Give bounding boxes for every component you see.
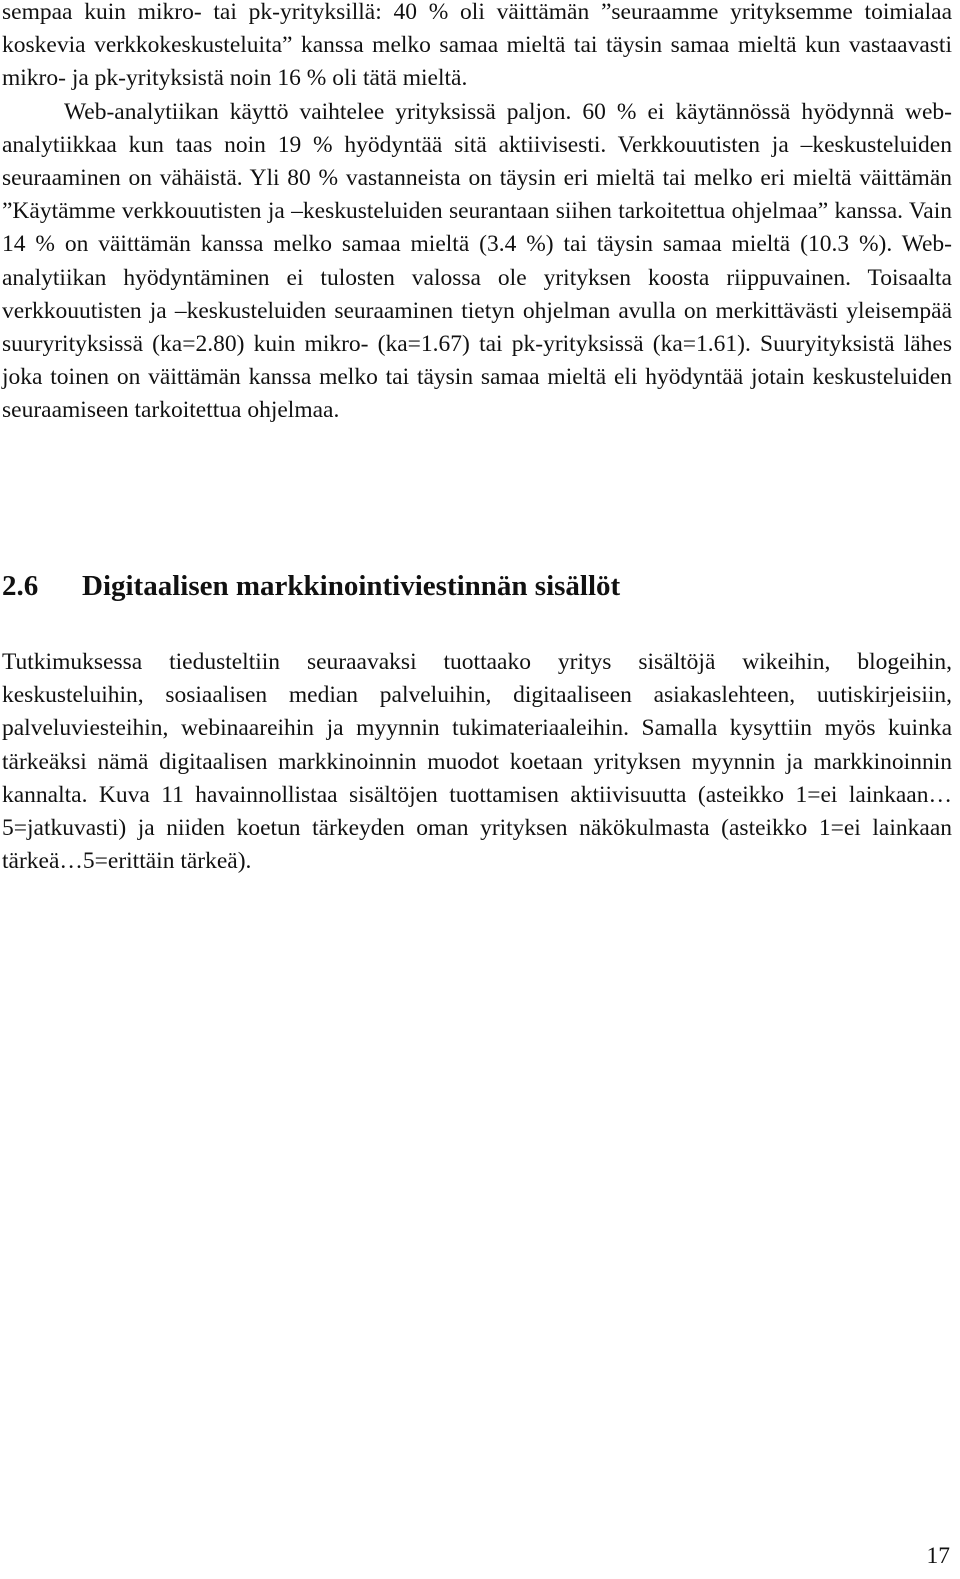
- section-heading: [2, 566, 620, 606]
- paragraph-web-analytics-text: Web-analytiikan käyttö vaihtelee yrityksissä paljon. 60 % ei käytännössä hyödynnä web-analytiikkaa kun taas noin 19 % hyödyntää sitä aktiivisesti. Verkkouutisten ja –keskusteluiden seuraaminen on vähäistä. Yli 80 % vastanneista on täysin eri mieltä tai melko eri mieltä väittämän ”Käytämme verkkouutisten ja –keskusteluiden seurantaan siihen tarkoitettua ohjelmaa” kanssa. Vain 14 % on väittämän kanssa melko samaa mieltä (3.4 %) tai täysin samaa mieltä (10.3 %). Web-analytiikan hyödyntäminen ei tulosten valossa ole yrityksen koosta riippuvainen. Toisaalta verkkouutisten ja –keskusteluiden seuraaminen tietyn ohjelman avulla on merkittävästi yleisempää suuryrityksissä (ka=2.80) kuin mikro- (ka=1.67) tai pk-yrityksissä (ka=1.61). Suuryityksistä lähes joka toinen on väittämän kanssa melko tai täysin samaa mieltä eli hyödyntää jotain keskusteluiden seuraamiseen tarkoitettua ohjelmaa.: [2, 98, 952, 424]
- body-text-bottom: [2, 646, 952, 878]
- paragraph-continuation: sempaa kuin mikro- tai pk-yrityksillä: 40 % oli väittämän ”seuraamme yrityksemme toimialaa koskevia verkkokeskusteluita” kanssa melko samaa mieltä tai täysin samaa mieltä kun vastaavasti mikro- ja pk-yrityksistä noin 16 % oli tätä mieltä.: [2, 0, 952, 92]
- body-text-top: [2, 0, 952, 428]
- paragraph-section-intro: Tutkimuksessa tiedusteltiin seuraavaksi tuottaako yritys sisältöjä wikeihin, blogeihin, keskusteluihin, sosiaalisen median palveluihin, digitaaliseen asiakaslehteen, uutiskirjeisiin, palveluviesteihin, webinaareihin ja myynnin tukimateriaaleihin. Samalla kysyttiin myös kuinka tärkeäksi nämä digitaalisen markkinoinnin muodot koetaan yrityksen myynnin ja markkinoinnin kannalta. Kuva 11 havainnollistaa sisältöjen tuottamisen aktiivisuutta (asteikko 1=ei lainkaan…5=jatkuvasti) ja niiden koetun tärkeyden oman yrityksen näkökulmasta (asteikko 1=ei lainkaan tärkeä…5=erittäin tärkeä).: [2, 649, 952, 875]
- section-title: Digitaalisen markkinointiviestinnän sisällöt: [82, 570, 621, 602]
- paragraph-web-analytics: [2, 96, 952, 428]
- page-number: 17: [926, 1543, 950, 1569]
- section-number: 2.6: [2, 570, 39, 602]
